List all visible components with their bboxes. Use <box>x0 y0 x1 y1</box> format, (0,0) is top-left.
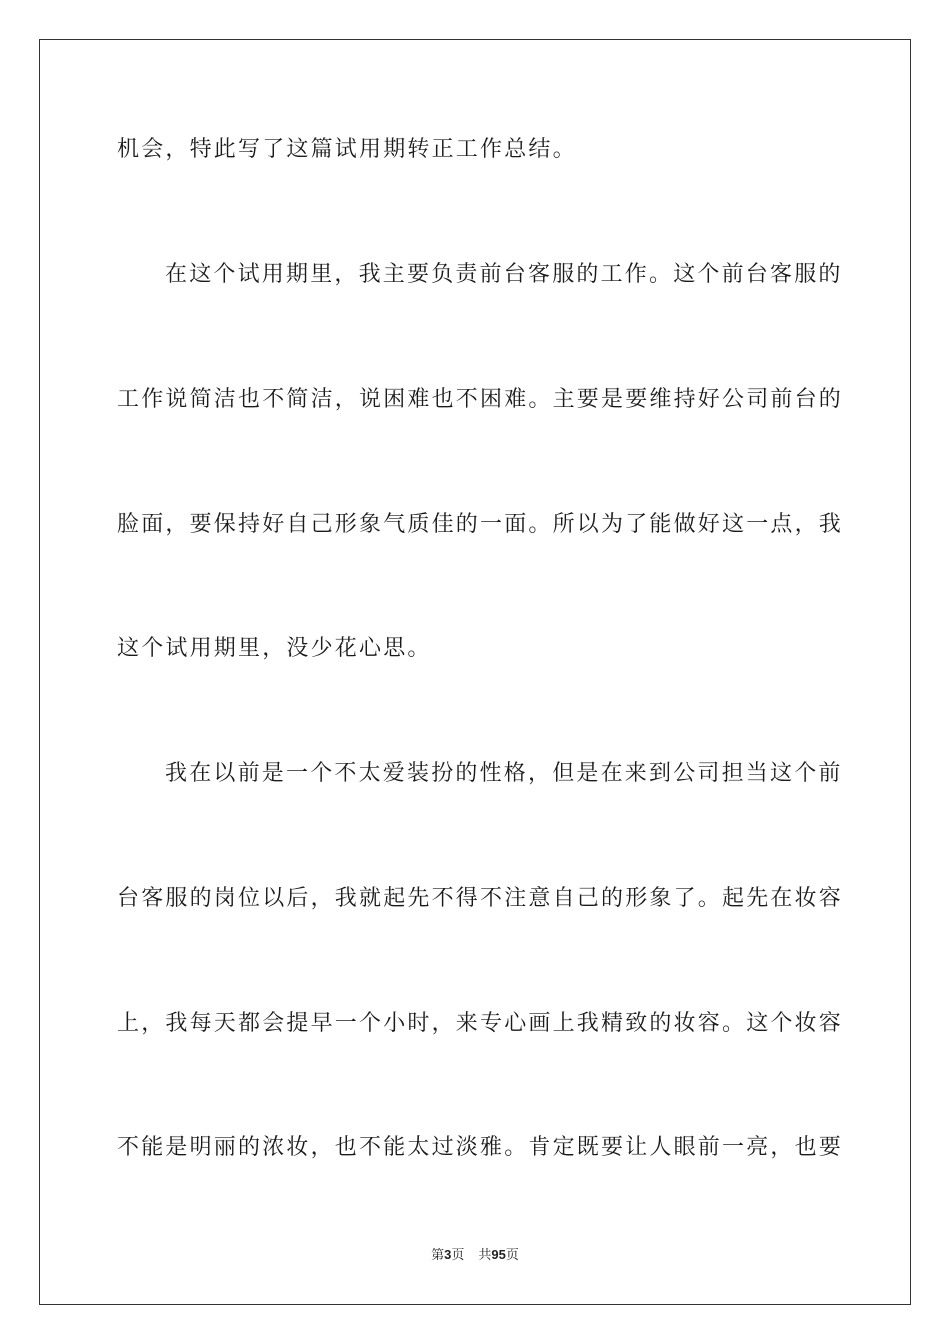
text-line-6: 我在以前是一个不太爱装扮的性格，但是在来到公司担当这个前 <box>165 761 843 786</box>
text-line-7: 台客服的岗位以后，我就起先不得不注意自己的形象了。起先在妆容 <box>117 886 844 911</box>
text-line-1: 机会，特此写了这篇试用期转正工作总结。 <box>117 137 577 162</box>
text-line-3: 工作说简洁也不简洁，说困难也不困难。主要是要维持好公司前台的 <box>117 387 844 412</box>
total-pages: 95 <box>491 1247 506 1262</box>
total-prefix: 共 <box>478 1248 492 1263</box>
text-line-4: 脸面，要保持好自己形象气质佳的一面。所以为了能做好这一点，我 <box>117 512 844 537</box>
page-border <box>39 39 911 1305</box>
text-line-5: 这个试用期里，没少花心思。 <box>117 636 432 661</box>
total-suffix: 页 <box>505 1248 519 1263</box>
page-suffix: 页 <box>451 1248 465 1263</box>
page-prefix: 第 <box>431 1248 445 1263</box>
text-line-8: 上，我每天都会提早一个小时，来专心画上我精致的妆容。这个妆容 <box>117 1011 844 1036</box>
text-line-9: 不能是明丽的浓妆，也不能太过淡雅。肯定既要让人眼前一亮，也要 <box>117 1135 844 1160</box>
page-footer <box>0 1246 950 1265</box>
text-line-2: 在这个试用期里，我主要负责前台客服的工作。这个前台客服的 <box>165 262 843 287</box>
page-number: 3 <box>444 1247 452 1262</box>
